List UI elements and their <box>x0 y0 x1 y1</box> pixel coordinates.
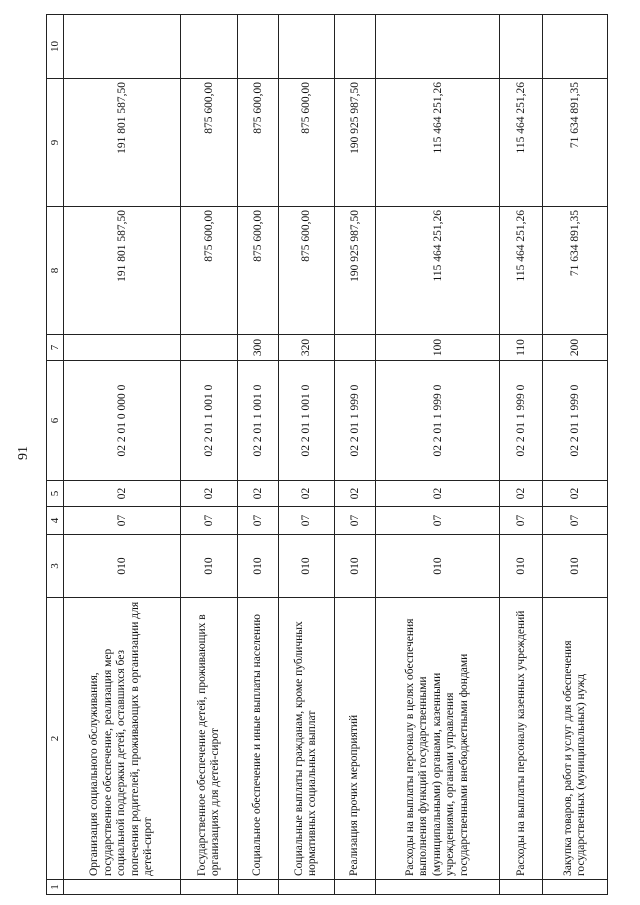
cell-col10 <box>64 15 181 79</box>
table-row <box>375 15 500 895</box>
table-row <box>278 15 334 895</box>
cell-amount-9: 875 600,00 <box>238 79 279 207</box>
cell-target-article: 02 2 01 1 001 0 <box>278 361 334 481</box>
cell-name: Расходы на выплаты персоналу казенных учреждений <box>500 598 543 880</box>
cell-col1 <box>543 880 608 895</box>
cell-col10 <box>334 15 375 79</box>
table-row <box>500 15 543 895</box>
rotated-table-container <box>46 15 608 895</box>
page-number: 91 <box>16 446 31 460</box>
cell-name: Расходы на выплаты персоналу в целях обеспечения выполнения функций государственными (муниципальными) органами, казенными учреждениями, органами управления государственными внебюджетными фондами <box>375 598 500 880</box>
cell-target-article: 02 2 01 0 000 0 <box>64 361 181 481</box>
cell-amount-9: 875 600,00 <box>278 79 334 207</box>
cell-amount-8: 115 464 251,26 <box>500 207 543 335</box>
cell-col10 <box>500 15 543 79</box>
header-cell: 8 <box>47 207 64 335</box>
cell-subsection: 02 <box>181 481 238 507</box>
header-cell: 3 <box>47 535 64 598</box>
header-cell: 1 <box>47 880 64 895</box>
cell-col10 <box>238 15 279 79</box>
cell-name: Государственное обеспечение детей, проживающих в организациях для детей-сирот <box>181 598 238 880</box>
cell-amount-8: 875 600,00 <box>238 207 279 335</box>
cell-target-article: 02 2 01 1 001 0 <box>238 361 279 481</box>
cell-subsection: 02 <box>238 481 279 507</box>
cell-target-article: 02 2 01 1 999 0 <box>500 361 543 481</box>
cell-amount-8: 875 600,00 <box>181 207 238 335</box>
cell-expense-type <box>64 335 181 361</box>
cell-expense-type <box>334 335 375 361</box>
header-cell: 7 <box>47 335 64 361</box>
cell-code-admin: 010 <box>64 535 181 598</box>
cell-target-article: 02 2 01 1 999 0 <box>334 361 375 481</box>
cell-amount-8: 191 801 587,50 <box>64 207 181 335</box>
header-row <box>47 15 64 895</box>
cell-amount-8: 190 925 987,50 <box>334 207 375 335</box>
cell-col1 <box>181 880 238 895</box>
cell-expense-type <box>181 335 238 361</box>
cell-amount-9: 875 600,00 <box>181 79 238 207</box>
cell-name: Закупка товаров, работ и услуг для обеспечения государственных (муниципальных) нужд <box>543 598 608 880</box>
cell-section: 07 <box>543 507 608 535</box>
cell-amount-9: 71 634 891,35 <box>543 79 608 207</box>
cell-code-admin: 010 <box>181 535 238 598</box>
cell-amount-8: 875 600,00 <box>278 207 334 335</box>
cell-expense-type: 300 <box>238 335 279 361</box>
cell-section: 07 <box>238 507 279 535</box>
cell-col1 <box>375 880 500 895</box>
cell-amount-9: 115 464 251,26 <box>375 79 500 207</box>
header-cell: 6 <box>47 361 64 481</box>
header-cell: 9 <box>47 79 64 207</box>
header-cell: 10 <box>47 15 64 79</box>
table-row <box>238 15 279 895</box>
table-row <box>543 15 608 895</box>
cell-code-admin: 010 <box>334 535 375 598</box>
cell-expense-type: 200 <box>543 335 608 361</box>
cell-section: 07 <box>64 507 181 535</box>
header-cell: 4 <box>47 507 64 535</box>
cell-section: 07 <box>500 507 543 535</box>
cell-name: Социальные выплаты гражданам, кроме публичных нормативных социальных выплат <box>278 598 334 880</box>
cell-col10 <box>181 15 238 79</box>
cell-col1 <box>278 880 334 895</box>
budget-table <box>46 14 608 895</box>
cell-col10 <box>375 15 500 79</box>
cell-expense-type: 110 <box>500 335 543 361</box>
cell-section: 07 <box>334 507 375 535</box>
cell-col1 <box>238 880 279 895</box>
cell-target-article: 02 2 01 1 999 0 <box>543 361 608 481</box>
cell-col10 <box>543 15 608 79</box>
cell-subsection: 02 <box>334 481 375 507</box>
header-cell: 5 <box>47 481 64 507</box>
cell-name: Социальное обеспечение и иные выплаты населению <box>238 598 279 880</box>
cell-section: 07 <box>181 507 238 535</box>
cell-col1 <box>334 880 375 895</box>
cell-subsection: 02 <box>500 481 543 507</box>
cell-subsection: 02 <box>64 481 181 507</box>
cell-section: 07 <box>375 507 500 535</box>
table-row <box>334 15 375 895</box>
cell-amount-9: 191 801 587,50 <box>64 79 181 207</box>
cell-name: Реализация прочих мероприятий <box>334 598 375 880</box>
cell-subsection: 02 <box>375 481 500 507</box>
cell-code-admin: 010 <box>543 535 608 598</box>
cell-subsection: 02 <box>278 481 334 507</box>
cell-code-admin: 010 <box>500 535 543 598</box>
cell-col10 <box>278 15 334 79</box>
cell-amount-9: 190 925 987,50 <box>334 79 375 207</box>
cell-col1 <box>64 880 181 895</box>
cell-name: Организация социального обслуживания, государственное обеспечение, реализация мер социальной поддержки детей, оставшихся без попечения родителей, проживающих в организации для детей-сирот <box>64 598 181 880</box>
cell-code-admin: 010 <box>375 535 500 598</box>
header-cell: 2 <box>47 598 64 880</box>
table-row <box>64 15 181 895</box>
cell-target-article: 02 2 01 1 999 0 <box>375 361 500 481</box>
cell-code-admin: 010 <box>238 535 279 598</box>
cell-amount-8: 71 634 891,35 <box>543 207 608 335</box>
table-row <box>181 15 238 895</box>
cell-amount-8: 115 464 251,26 <box>375 207 500 335</box>
cell-amount-9: 115 464 251,26 <box>500 79 543 207</box>
cell-expense-type: 100 <box>375 335 500 361</box>
cell-expense-type: 320 <box>278 335 334 361</box>
cell-code-admin: 010 <box>278 535 334 598</box>
cell-target-article: 02 2 01 1 001 0 <box>181 361 238 481</box>
cell-section: 07 <box>278 507 334 535</box>
cell-subsection: 02 <box>543 481 608 507</box>
cell-col1 <box>500 880 543 895</box>
